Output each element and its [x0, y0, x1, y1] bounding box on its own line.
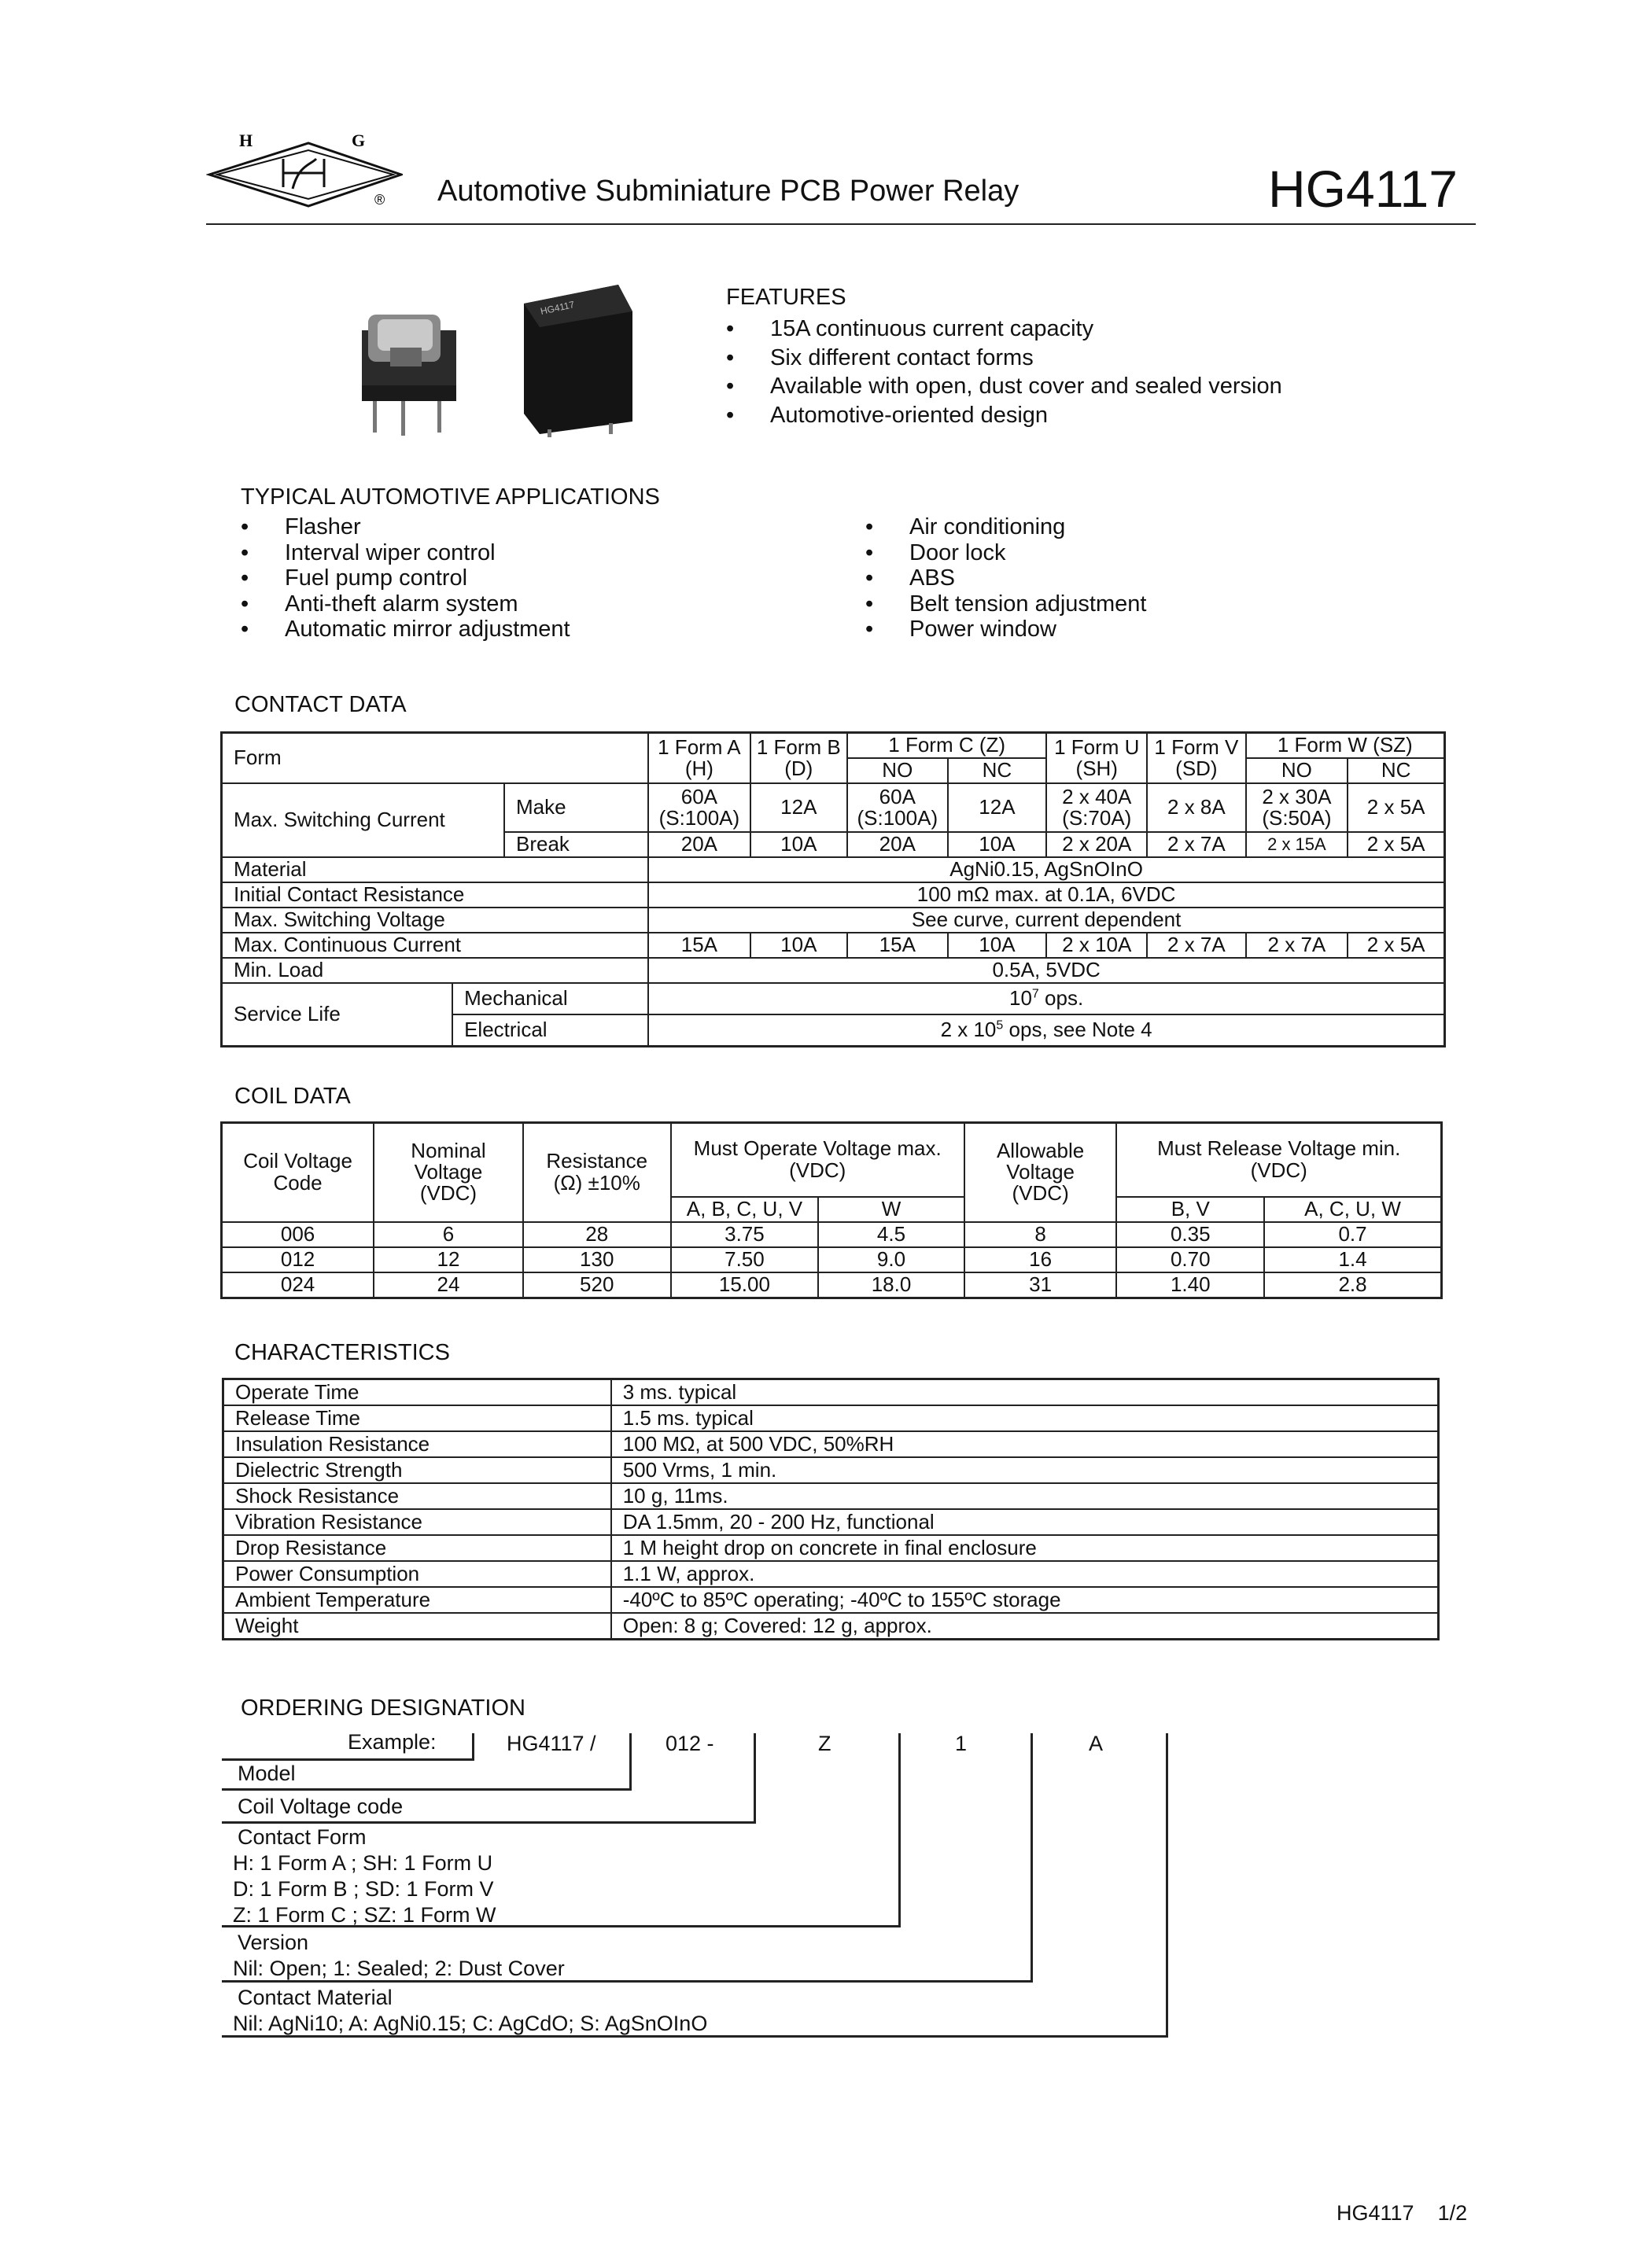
- char-row: [223, 1561, 1439, 1587]
- coil-code-label: Coil Voltage code: [238, 1795, 404, 1818]
- char-row: [223, 1483, 1439, 1509]
- feature-item: • Six different contact forms: [726, 344, 1034, 370]
- header-rule: [206, 223, 1476, 225]
- break-value: 2 x 7A: [1147, 832, 1245, 857]
- electrical-life-value: 2 x $10^5$ ops, see Note 4: [648, 1014, 1444, 1046]
- page-footer: [1337, 2201, 1467, 2226]
- mechanical-life-value: $10^7$ ops.: [648, 983, 1444, 1014]
- char-value: 1.5 ms. typical: [611, 1405, 1439, 1431]
- continuous-value: 2 x 5A: [1348, 933, 1444, 958]
- make-value: 12A: [948, 783, 1047, 832]
- electrical-label: Electrical: [452, 1014, 648, 1046]
- continuous-value: 2 x 10A: [1046, 933, 1147, 958]
- form-w-header: 1 Form W (SZ): [1246, 733, 1445, 759]
- char-label: Drop Resistance: [223, 1535, 611, 1561]
- code-model: HG4117 /: [507, 1732, 596, 1755]
- make-value: 2 x 40A (S:70A): [1046, 783, 1147, 832]
- coil-row: [222, 1247, 1442, 1272]
- contact-form-label: Contact Form H: 1 Form A ; SH: 1 Form U D: 1 Form B ; SD: 1 Form V Z: 1 Form C ; SZ: 1 Form W: [233, 1825, 496, 1927]
- break-value: 2 x 15A: [1246, 832, 1348, 857]
- logo-letter-h: H: [239, 131, 253, 150]
- coil-cell: 24: [374, 1272, 523, 1298]
- form-c-no: NO: [847, 758, 948, 783]
- resistance-header: Resistance (Ω) ±10%: [523, 1123, 671, 1222]
- svg-text:HG4117: HG4117: [539, 299, 576, 317]
- coil-cell: 4.5: [818, 1222, 964, 1247]
- example-divider: [472, 1733, 474, 1761]
- ordering-diagram: [220, 1730, 1180, 2060]
- applications-heading: TYPICAL AUTOMOTIVE APPLICATIONS: [241, 484, 660, 510]
- form-c-nc: NC: [948, 758, 1047, 783]
- model-label: Model: [238, 1762, 296, 1785]
- switching-voltage-value: See curve, current dependent: [648, 908, 1444, 933]
- coil-cell: 012: [222, 1247, 374, 1272]
- coil-data-heading: COIL DATA: [234, 1084, 351, 1109]
- coil-cell: 28: [523, 1222, 671, 1247]
- application-item: • Anti-theft alarm system: [241, 591, 518, 617]
- logo-letter-g: G: [352, 131, 366, 150]
- form-w-nc: NC: [1348, 758, 1444, 783]
- coil-row: [222, 1272, 1442, 1298]
- break-label: Break: [504, 832, 648, 857]
- contact-resistance-value: 100 mΩ max. at 0.1A, 6VDC: [648, 882, 1444, 908]
- continuous-value: 10A: [948, 933, 1047, 958]
- coil-cell: 12: [374, 1247, 523, 1272]
- application-item: • Belt tension adjustment: [865, 591, 1147, 617]
- char-label: Vibration Resistance: [223, 1509, 611, 1535]
- drop-line-model: [629, 1733, 632, 1790]
- features-list: [726, 315, 1434, 429]
- footer-model: HG4117: [1337, 2201, 1414, 2225]
- continuous-value: 2 x 7A: [1246, 933, 1348, 958]
- coil-cell: 1.4: [1264, 1247, 1441, 1272]
- break-value: 10A: [750, 832, 847, 857]
- char-label: Ambient Temperature: [223, 1587, 611, 1613]
- coil-cell: 18.0: [818, 1272, 964, 1298]
- char-value: 10 g, 11ms.: [611, 1483, 1439, 1509]
- continuous-value: 15A: [847, 933, 948, 958]
- make-value: 60A (S:100A): [648, 783, 750, 832]
- continuous-current-label: Max. Continuous Current: [222, 933, 649, 958]
- material-label: Material: [222, 857, 649, 882]
- coil-underline: [222, 1821, 756, 1824]
- make-value: 2 x 30A (S:50A): [1246, 783, 1348, 832]
- contact-data-heading: CONTACT DATA: [234, 692, 407, 717]
- char-label: Insulation Resistance: [223, 1431, 611, 1457]
- application-item: • Air conditioning: [865, 514, 1066, 539]
- code-form: Z: [818, 1732, 831, 1755]
- char-label: Shock Resistance: [223, 1483, 611, 1509]
- char-label: Dielectric Strength: [223, 1457, 611, 1483]
- contact-resistance-label: Initial Contact Resistance: [222, 882, 649, 908]
- characteristics-heading: CHARACTERISTICS: [234, 1340, 450, 1365]
- ordering-heading: ORDERING DESIGNATION: [241, 1695, 525, 1721]
- char-value: Open: 8 g; Covered: 12 g, approx.: [611, 1613, 1439, 1640]
- operate-sub-w: W: [818, 1197, 964, 1222]
- registered-mark: ®: [374, 192, 385, 208]
- char-value: 100 MΩ, at 500 VDC, 50%RH: [611, 1431, 1439, 1457]
- mechanical-label: Mechanical: [452, 983, 648, 1014]
- char-label: Release Time: [223, 1405, 611, 1431]
- char-row: [223, 1457, 1439, 1483]
- nominal-voltage-header: Nominal Voltage (VDC): [374, 1123, 523, 1222]
- drop-line-coil: [754, 1733, 756, 1823]
- features-heading: FEATURES: [726, 285, 846, 310]
- characteristics-table: [222, 1378, 1440, 1640]
- make-value: 2 x 8A: [1147, 783, 1245, 832]
- char-value: 500 Vrms, 1 min.: [611, 1457, 1439, 1483]
- application-item: • Interval wiper control: [241, 539, 496, 565]
- coil-cell: 130: [523, 1247, 671, 1272]
- application-item: • Automatic mirror adjustment: [241, 617, 570, 642]
- must-operate-header: Must Operate Voltage max. (VDC): [671, 1123, 964, 1197]
- coil-code-header: Coil Voltage Code: [222, 1123, 374, 1222]
- coil-cell: 3.75: [671, 1222, 819, 1247]
- application-item: • Flasher: [241, 514, 361, 539]
- coil-cell: 8: [964, 1222, 1117, 1247]
- form-w-no: NO: [1246, 758, 1348, 783]
- char-label: Weight: [223, 1613, 611, 1640]
- coil-cell: 16: [964, 1247, 1117, 1272]
- code-material: A: [1089, 1732, 1104, 1755]
- model-number: HG4117: [1268, 160, 1458, 218]
- char-row: [223, 1379, 1439, 1406]
- form-b-header: 1 Form B (D): [750, 733, 847, 784]
- application-item: • Power window: [865, 617, 1056, 642]
- continuous-value: 10A: [750, 933, 847, 958]
- contact-form-line: D: 1 Form B ; SD: 1 Form V: [233, 1877, 494, 1901]
- coil-cell: 1.40: [1116, 1272, 1264, 1298]
- char-row: [223, 1431, 1439, 1457]
- break-value: 2 x 20A: [1046, 832, 1147, 857]
- char-row: [223, 1587, 1439, 1613]
- coil-row: [222, 1222, 1442, 1247]
- char-value: 1.1 W, approx.: [611, 1561, 1439, 1587]
- model-underline: [222, 1788, 632, 1791]
- release-sub-acuw: A, C, U, W: [1264, 1197, 1441, 1222]
- version-options: Nil: Open; 1: Sealed; 2: Dust Cover: [233, 1957, 565, 1980]
- char-value: 1 M height drop on concrete in final enclosure: [611, 1535, 1439, 1561]
- coil-cell: 0.7: [1264, 1222, 1441, 1247]
- feature-item: • Available with open, dust cover and sealed version: [726, 374, 1282, 399]
- form-c-header: 1 Form C (Z): [847, 733, 1046, 759]
- break-value: 2 x 5A: [1348, 832, 1444, 857]
- char-row: [223, 1613, 1439, 1640]
- min-load-value: 0.5A, 5VDC: [648, 958, 1444, 983]
- char-value: 3 ms. typical: [611, 1379, 1439, 1406]
- page-number: 1/2: [1437, 2201, 1468, 2225]
- company-logo: [206, 126, 403, 224]
- form-a-header: 1 Form A (H): [648, 733, 750, 784]
- char-value: DA 1.5mm, 20 - 200 Hz, functional: [611, 1509, 1439, 1535]
- drop-line-form: [898, 1733, 901, 1927]
- applications-right-list: [865, 514, 1416, 642]
- make-value: 12A: [750, 783, 847, 832]
- operate-sub-abcuv: A, B, C, U, V: [671, 1197, 819, 1222]
- form-u-header: 1 Form U (SH): [1046, 733, 1147, 784]
- coil-cell: 0.35: [1116, 1222, 1264, 1247]
- coil-cell: 31: [964, 1272, 1117, 1298]
- contact-form-line: Z: 1 Form C ; SZ: 1 Form W: [233, 1903, 496, 1927]
- break-value: 10A: [948, 832, 1047, 857]
- relay-open-photo: [346, 299, 472, 440]
- char-row: [223, 1535, 1439, 1561]
- coil-cell: 6: [374, 1222, 523, 1247]
- continuous-value: 2 x 7A: [1147, 933, 1245, 958]
- switching-voltage-label: Max. Switching Voltage: [222, 908, 649, 933]
- coil-cell: 520: [523, 1272, 671, 1298]
- coil-cell: 0.70: [1116, 1247, 1264, 1272]
- example-label: Example:: [348, 1730, 437, 1754]
- coil-cell: 006: [222, 1222, 374, 1247]
- application-item: • Fuel pump control: [241, 565, 468, 591]
- form-label: Form: [222, 733, 649, 784]
- release-sub-bv: B, V: [1116, 1197, 1264, 1222]
- relay-covered-photo: [516, 280, 642, 437]
- make-value: 2 x 5A: [1348, 783, 1444, 832]
- char-value: -40ºC to 85ºC operating; -40ºC to 155ºC storage: [611, 1587, 1439, 1613]
- material-options: Nil: AgNi10; A: AgNi0.15; C: AgCdO; S: AgSnOInO: [233, 2012, 708, 2035]
- max-switching-current-label: Max. Switching Current: [222, 783, 505, 857]
- char-label: Power Consumption: [223, 1561, 611, 1587]
- application-item: • Door lock: [865, 539, 1006, 565]
- form-v-header: 1 Form V (SD): [1147, 733, 1245, 784]
- version-label: Version Nil: Open; 1: Sealed; 2: Dust Cover: [233, 1931, 565, 1980]
- min-load-label: Min. Load: [222, 958, 649, 983]
- drop-line-material: [1166, 1733, 1168, 2037]
- char-row: [223, 1405, 1439, 1431]
- contact-data-table: [220, 731, 1446, 1047]
- application-item: • ABS: [865, 565, 956, 591]
- char-row: [223, 1509, 1439, 1535]
- coil-data-table: [220, 1121, 1443, 1299]
- page-title: Automotive Subminiature PCB Power Relay: [437, 175, 1019, 208]
- make-value: 60A (S:100A): [847, 783, 948, 832]
- coil-cell: 9.0: [818, 1247, 964, 1272]
- service-life-label: Service Life: [222, 983, 453, 1046]
- feature-item: • Automotive-oriented design: [726, 402, 1049, 428]
- break-value: 20A: [648, 832, 750, 857]
- code-coil: 012 -: [666, 1732, 714, 1755]
- feature-item: • 15A continuous current capacity: [726, 316, 1094, 341]
- coil-cell: 024: [222, 1272, 374, 1298]
- drop-line-version: [1031, 1733, 1033, 1982]
- make-label: Make: [504, 783, 648, 832]
- coil-cell: 2.8: [1264, 1272, 1441, 1298]
- break-value: 20A: [847, 832, 948, 857]
- must-release-header: Must Release Voltage min. (VDC): [1116, 1123, 1441, 1197]
- applications-left-list: [241, 514, 791, 642]
- continuous-value: 15A: [648, 933, 750, 958]
- material-value: AgNi0.15, AgSnOInO: [648, 857, 1444, 882]
- coil-cell: 7.50: [671, 1247, 819, 1272]
- coil-cell: 15.00: [671, 1272, 819, 1298]
- code-version: 1: [955, 1732, 968, 1755]
- char-label: Operate Time: [223, 1379, 611, 1406]
- contact-material-label: Contact Material Nil: AgNi10; A: AgNi0.15; C: AgCdO; S: AgSnOInO: [233, 1986, 708, 2035]
- example-underline: [222, 1758, 474, 1761]
- contact-form-line: H: 1 Form A ; SH: 1 Form U: [233, 1851, 493, 1875]
- allowable-voltage-header: Allowable Voltage (VDC): [964, 1123, 1117, 1222]
